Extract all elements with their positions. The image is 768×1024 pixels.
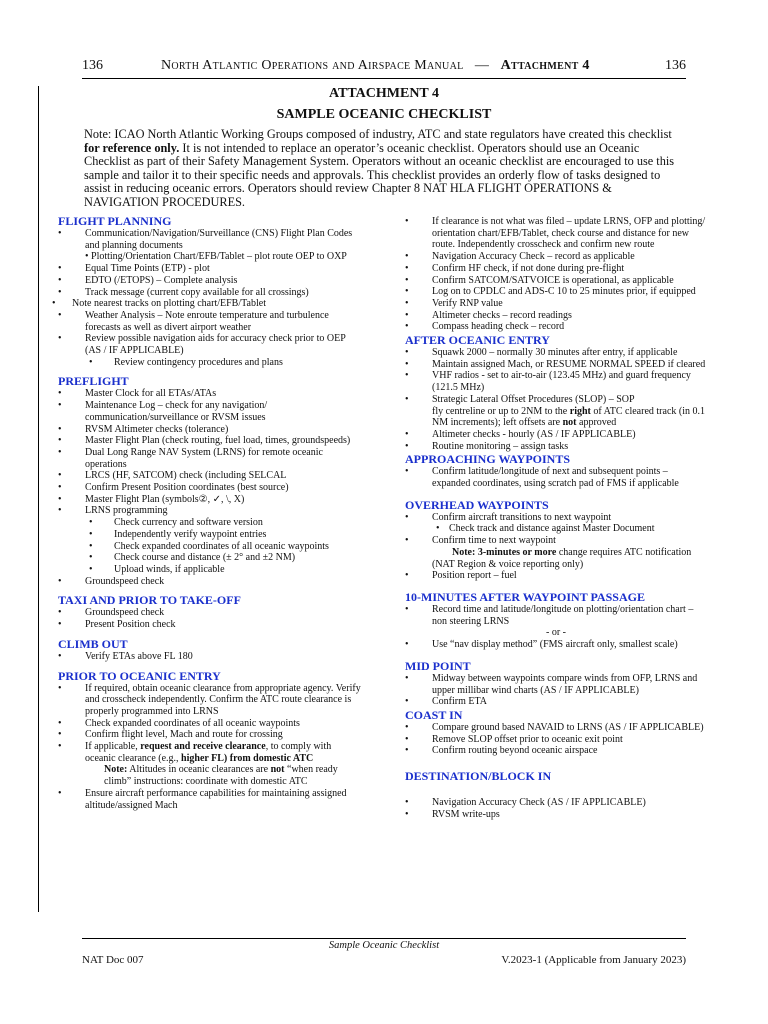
text-run: approved bbox=[576, 417, 617, 429]
checklist-title: SAMPLE OCEANIC CHECKLIST bbox=[276, 107, 492, 122]
footer-doc-id: NAT Doc 007 bbox=[82, 954, 144, 966]
list-item: • If clearance is not what was filed – update LRNS, OFP and plotting/ orientation chart/EFB/Tablet, check course and distance for new route. Independently crosscheck and confirm new route bbox=[405, 216, 707, 251]
list-item: • Confirm time to next waypoint bbox=[405, 535, 707, 547]
note-label: Note: bbox=[104, 764, 128, 776]
list-item: • Confirm Present Position coordinates (best source) bbox=[58, 482, 363, 494]
text-run: “when ready climb” instructions: coordinate with domestic ATC bbox=[104, 764, 338, 788]
list-item: • LRCS (HF, SATCOM) check (including SELCAL bbox=[58, 470, 363, 482]
note-line bbox=[405, 547, 707, 570]
list-item: • Use “nav display method” (FMS aircraft only, smallest scale) bbox=[405, 639, 707, 651]
section-flight-planning: FLIGHT PLANNING bbox=[58, 214, 172, 228]
list-item: • Ensure aircraft performance capabilities for maintaining assigned altitude/assigned Mach bbox=[58, 788, 363, 811]
section-approaching-waypoints: APPROACHING WAYPOINTS bbox=[405, 452, 571, 467]
note-bold: for reference only. bbox=[84, 140, 180, 155]
footer-rule bbox=[82, 938, 686, 939]
note-label: Note: bbox=[452, 546, 476, 558]
note-part-2: It is not intended to replace an operator’s oceanic checklist. Operators should use an Oceanic Checklist as part of their Safety Management System. Operators without an oceanic checklist are encouraged to use this sample and tailor it to their specific needs and approvals. This checklist provides an orderly flow of tasks designed to assist in reducing oceanic errors. Operators should review Chapter 8 NAT HLA FLIGHT OPERATIONS & NAVIGATION PROCEDURES. bbox=[84, 140, 675, 209]
list-item: • Verify RNP value bbox=[405, 298, 707, 310]
list-item: • Review possible navigation aids for accuracy check prior to OEP (AS / IF APPLICABLE) bbox=[58, 333, 363, 356]
list-item: • Groundspeed check bbox=[58, 576, 363, 588]
list-item: • Confirm flight level, Mach and route for crossing bbox=[58, 729, 363, 741]
section-10-minutes: 10-MINUTES AFTER WAYPOINT PASSAGE bbox=[405, 589, 645, 604]
text-run: Altitudes in oceanic clearances are bbox=[127, 764, 271, 776]
list-item: • Confirm routing beyond oceanic airspace bbox=[405, 745, 707, 757]
list-item: • Verify ETAs above FL 180 bbox=[58, 651, 363, 663]
list-item-continuation: • Plotting/Orientation Chart/EFB/Tablet – plot route OEP to OXP bbox=[85, 251, 347, 263]
list-item: • Confirm aircraft transitions to next waypoint bbox=[405, 512, 707, 524]
list-item: • LRNS programming bbox=[58, 505, 363, 517]
list-item: • Remove SLOP offset prior to oceanic exit point bbox=[405, 734, 707, 746]
manual-title bbox=[161, 58, 590, 74]
header-dash: — bbox=[474, 58, 490, 73]
header-attachment: Attachment 4 bbox=[500, 58, 590, 73]
list-item: • Track message (current copy available for all crossings) bbox=[58, 287, 363, 299]
left-column bbox=[58, 214, 363, 811]
attachment-heading: ATTACHMENT 4 bbox=[328, 86, 440, 101]
list-item: • Compare ground based NAVAID to LRNS (AS / IF APPLICABLE) bbox=[405, 722, 707, 734]
list-item-continuation bbox=[405, 406, 707, 429]
section-coast-in: COAST IN bbox=[405, 707, 463, 722]
footer-title: Sample Oceanic Checklist bbox=[328, 940, 440, 951]
right-column bbox=[405, 216, 707, 820]
list-item: • Master Flight Plan (check routing, fuel load, times, groundspeeds) bbox=[58, 435, 363, 447]
list-item: • Routine monitoring – assign tasks bbox=[405, 441, 707, 453]
list-item: • EDTO (/ETOPS) – Complete analysis bbox=[58, 275, 363, 287]
list-item: • Master Flight Plan (symbols②, ✓, \, X) bbox=[58, 494, 363, 506]
text-run: If applicable, bbox=[85, 741, 141, 753]
text-bold: higher FL) from domestic ATC bbox=[181, 752, 314, 764]
text-bold: 3-minutes or more bbox=[475, 546, 557, 558]
sub-list-item: • Check track and distance against Master Document bbox=[405, 523, 707, 535]
list-item: • RVSM write-ups bbox=[405, 809, 707, 821]
section-after-oceanic-entry: AFTER OCEANIC ENTRY bbox=[405, 333, 550, 348]
running-header bbox=[82, 58, 686, 78]
list-item: • Navigation Accuracy Check – record as applicable bbox=[405, 251, 707, 263]
page-number-left: 136 bbox=[82, 58, 103, 73]
list-item: • Maintain assigned Mach, or RESUME NORMAL SPEED if cleared bbox=[405, 359, 707, 371]
list-item: • Altimeter checks – record readings bbox=[405, 310, 707, 322]
section-preflight: PREFLIGHT bbox=[58, 374, 129, 389]
list-item: • Maintenance Log – check for any navigation/ communication/surveillance or RVSM issues bbox=[58, 400, 363, 423]
note-part-1: Note: ICAO North Atlantic Working Groups composed of industry, ATC and state regulators have created this checklist bbox=[84, 127, 672, 141]
text-bold: not bbox=[562, 417, 577, 429]
list-item: • Communication/Navigation/Surveillance (CNS) Flight Plan Codes and planning documents bbox=[58, 228, 363, 251]
section-climb-out: CLIMB OUT bbox=[58, 636, 128, 651]
list-item: • Squawk 2000 – normally 30 minutes after entry, if applicable bbox=[405, 347, 707, 359]
sub-list-item: • Review contingency procedures and plans bbox=[58, 357, 363, 369]
list-item: • Midway between waypoints compare winds from OFP, LRNS and upper millibar wind charts (AS / IF APPLICABLE) bbox=[405, 673, 707, 696]
text-bold: right bbox=[569, 405, 591, 417]
text-run: of ATC cleared track (in 0.1 NM increments); left offsets are bbox=[432, 405, 705, 429]
list-item: • Confirm SATCOM/SATVOICE is operational, as applicable bbox=[405, 275, 707, 287]
section-mid-point: MID POINT bbox=[405, 658, 471, 673]
list-item bbox=[58, 741, 363, 764]
list-item: • Master Clock for all ETAs/ATAs bbox=[58, 388, 363, 400]
section-overhead-waypoints: OVERHEAD WAYPOINTS bbox=[405, 497, 549, 512]
list-item: • Weather Analysis – Note enroute temperature and turbulence forecasts as well as divert airport weather bbox=[58, 310, 363, 333]
sub-list-item: • Upload winds, if applicable bbox=[58, 564, 363, 576]
list-item: • Compass heading check – record bbox=[405, 321, 707, 333]
section-destination: DESTINATION/BLOCK IN bbox=[405, 769, 552, 784]
change-bar bbox=[38, 86, 39, 912]
list-item: • Navigation Accuracy Check (AS / IF APPLICABLE) bbox=[405, 797, 707, 809]
sub-list-item: • Check expanded coordinates of all oceanic waypoints bbox=[58, 541, 363, 553]
note-line bbox=[58, 764, 363, 787]
text-run: change requires ATC notification (NAT Region & voice reporting only) bbox=[432, 546, 692, 570]
list-item: • Confirm HF check, if not done during pre-flight bbox=[405, 263, 707, 275]
sub-list-item: • Check currency and software version bbox=[58, 517, 363, 529]
list-item: • Record time and latitude/longitude on plotting/orientation chart – non steering LRNS bbox=[405, 604, 707, 627]
list-item: • VHF radios - set to air-to-air (123.45 MHz) and guard frequency (121.5 MHz) bbox=[405, 370, 707, 393]
intro-note bbox=[84, 128, 684, 210]
sub-list-item: • Independently verify waypoint entries bbox=[58, 529, 363, 541]
list-item: • Position report – fuel bbox=[405, 570, 707, 582]
page-number-right: 136 bbox=[665, 58, 686, 73]
text-bold: request and receive clearance bbox=[140, 741, 266, 753]
footer-version: V.2023-1 (Applicable from January 2023) bbox=[501, 954, 686, 966]
list-item: • Equal Time Points (ETP) - plot bbox=[58, 263, 363, 275]
text-bold: not bbox=[270, 764, 285, 776]
or-separator: - or - bbox=[546, 627, 566, 639]
list-item: • Present Position check bbox=[58, 619, 363, 631]
list-item: • Confirm latitude/longitude of next and subsequent points – expanded coordinates, using scratch pad of FMS if applicable bbox=[405, 466, 707, 489]
text-run: , to comply with oceanic clearance (e.g., bbox=[85, 741, 332, 764]
list-item: • If required, obtain oceanic clearance from appropriate agency. Verify and crosscheck independently. Confirm the ATC route clearance is properly programmed into LRNS bbox=[58, 683, 363, 718]
list-item: • Altimeter checks - hourly (AS / IF APPLICABLE) bbox=[405, 429, 707, 441]
list-item: • Log on to CPDLC and ADS-C 10 to 25 minutes prior, if equipped bbox=[405, 286, 707, 298]
section-prior-to-oceanic-entry: PRIOR TO OCEANIC ENTRY bbox=[58, 668, 221, 683]
section-taxi: TAXI AND PRIOR TO TAKE-OFF bbox=[58, 593, 241, 608]
list-item: • Groundspeed check bbox=[58, 607, 363, 619]
list-item: • Confirm ETA bbox=[405, 696, 707, 708]
text-run: fly centreline or up to 2NM to the bbox=[432, 405, 570, 417]
list-item: • Strategic Lateral Offset Procedures (SLOP) – SOP bbox=[405, 394, 707, 406]
manual-name: North Atlantic Operations and Airspace Manual bbox=[161, 58, 464, 73]
list-item: • Note nearest tracks on plotting chart/EFB/Tablet bbox=[52, 298, 363, 310]
list-item: • Dual Long Range NAV System (LRNS) for remote oceanic operations bbox=[58, 447, 363, 470]
list-item: • RVSM Altimeter checks (tolerance) bbox=[58, 424, 363, 436]
header-rule bbox=[82, 78, 686, 79]
list-item: • Check expanded coordinates of all oceanic waypoints bbox=[58, 718, 363, 730]
sub-list-item: • Check course and distance (± 2° and ±2 NM) bbox=[58, 552, 363, 564]
